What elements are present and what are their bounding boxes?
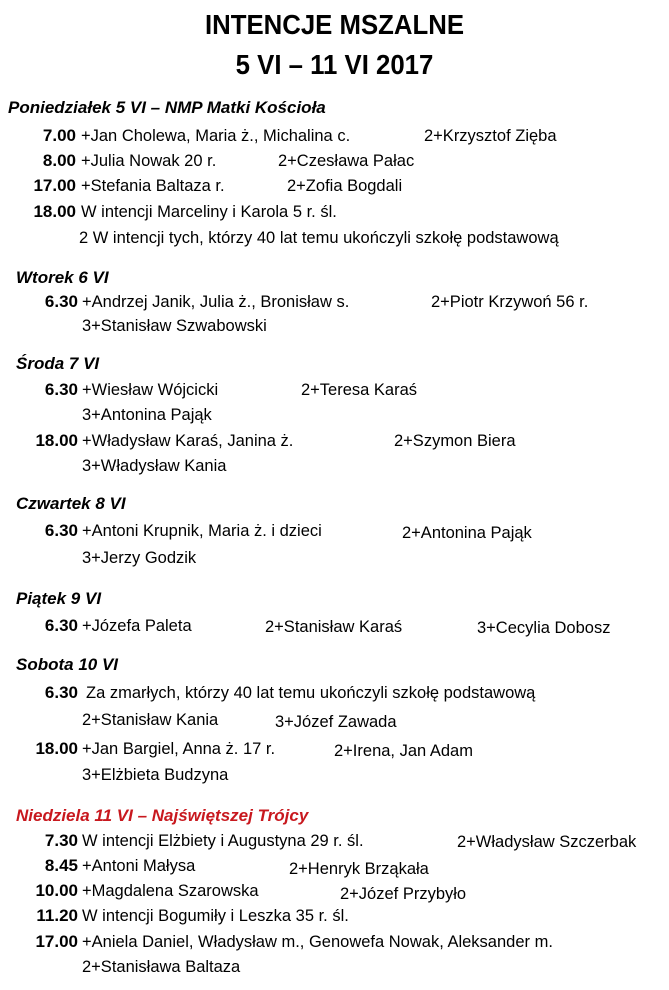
intention: +Józefa Paleta: [82, 617, 192, 635]
intention: +Andrzej Janik, Julia ż., Bronisław s.: [82, 293, 350, 311]
intention: 2+Józef Przybyło: [340, 885, 467, 903]
day-heading-saturday: Sobota 10 VI: [16, 655, 119, 674]
intention: 2+Stanisława Baltaza: [82, 958, 241, 976]
intention: Za zmarłych, którzy 40 lat temu ukończyli szkołę podstawową: [86, 684, 536, 702]
intention: 2+Stanisław Kania: [82, 711, 219, 729]
mass-time: 17.00: [35, 932, 78, 951]
intention: 3+Jerzy Godzik: [82, 549, 197, 567]
intention: 3+Władysław Kania: [82, 457, 227, 475]
intention: +Jan Cholewa, Maria ż., Michalina c.: [81, 127, 351, 145]
mass-time: 7.00: [42, 126, 76, 145]
intention: 2+Irena, Jan Adam: [334, 742, 473, 760]
intention: +Julia Nowak 20 r.: [81, 152, 217, 170]
intention: 3+Elżbieta Budzyna: [82, 766, 229, 784]
intention: 2+Czesława Pałac: [278, 152, 415, 170]
intention: W intencji Marceliny i Karola 5 r. śl.: [81, 203, 337, 221]
day-heading-sunday: Niedziela 11 VI – Najświętszej Trójcy: [16, 806, 309, 825]
intention: 2+Zofia Bogdali: [287, 177, 403, 195]
intention: 3+Cecylia Dobosz: [477, 619, 611, 637]
mass-time: 18.00: [35, 739, 78, 758]
mass-time: 18.00: [33, 202, 76, 221]
mass-time: 18.00: [35, 431, 78, 450]
mass-time: 8.00: [42, 151, 76, 170]
day-heading-tuesday: Wtorek 6 VI: [16, 268, 109, 287]
intention: 2+Henryk Brząkała: [289, 860, 429, 878]
intention: 2+Krzysztof Zięba: [424, 127, 557, 145]
intention: +Władysław Karaś, Janina ż.: [82, 432, 294, 450]
mass-time: 6.30: [44, 683, 78, 702]
intention: +Aniela Daniel, Władysław m., Genowefa Nowak, Aleksander m.: [82, 933, 553, 951]
intention: 2+Antonina Pająk: [402, 524, 532, 542]
page-title: INTENCJE MSZALNE: [204, 9, 465, 40]
intention: 2 W intencji tych, którzy 40 lat temu ukończyli szkołę podstawową: [79, 229, 559, 247]
intention: W intencji Bogumiły i Leszka 35 r. śl.: [82, 907, 349, 925]
page-subtitle: 5 VI – 11 VI 2017: [235, 49, 434, 80]
day-heading-thursday: Czwartek 8 VI: [16, 494, 126, 513]
mass-time: 17.00: [33, 176, 76, 195]
intention: +Antoni Krupnik, Maria ż. i dzieci: [82, 522, 322, 540]
intention: 2+Teresa Karaś: [301, 381, 418, 399]
intention: +Antoni Małysa: [82, 857, 196, 875]
intention: 3+Stanisław Szwabowski: [82, 317, 267, 335]
intention: +Stefania Baltaza r.: [81, 177, 225, 195]
mass-time: 11.20: [36, 906, 78, 925]
intention: 2+Piotr Krzywoń 56 r.: [431, 293, 589, 311]
mass-time: 6.30: [44, 292, 78, 311]
day-heading-monday: Poniedziałek 5 VI – NMP Matki Kościoła: [8, 98, 326, 117]
mass-time: 6.30: [44, 616, 78, 635]
intention: 2+Szymon Biera: [394, 432, 516, 450]
intention: W intencji Elżbiety i Augustyna 29 r. śl.: [82, 832, 364, 850]
intention: 2+Stanisław Karaś: [265, 618, 403, 636]
intention: 3+Antonina Pająk: [82, 406, 212, 424]
mass-time: 7.30: [44, 831, 78, 850]
intention: 2+Władysław Szczerbak: [457, 833, 637, 851]
day-heading-friday: Piątek 9 VI: [16, 589, 102, 608]
intention: +Wiesław Wójcicki: [82, 381, 219, 399]
intention: +Magdalena Szarowska: [82, 882, 259, 900]
mass-time: 6.30: [44, 380, 78, 399]
mass-time: 10.00: [35, 881, 78, 900]
intention: +Jan Bargiel, Anna ż. 17 r.: [82, 740, 276, 758]
day-heading-wednesday: Środa 7 VI: [16, 354, 100, 373]
intention: 3+Józef Zawada: [275, 713, 397, 731]
mass-time: 8.45: [44, 856, 78, 875]
mass-time: 6.30: [44, 521, 78, 540]
